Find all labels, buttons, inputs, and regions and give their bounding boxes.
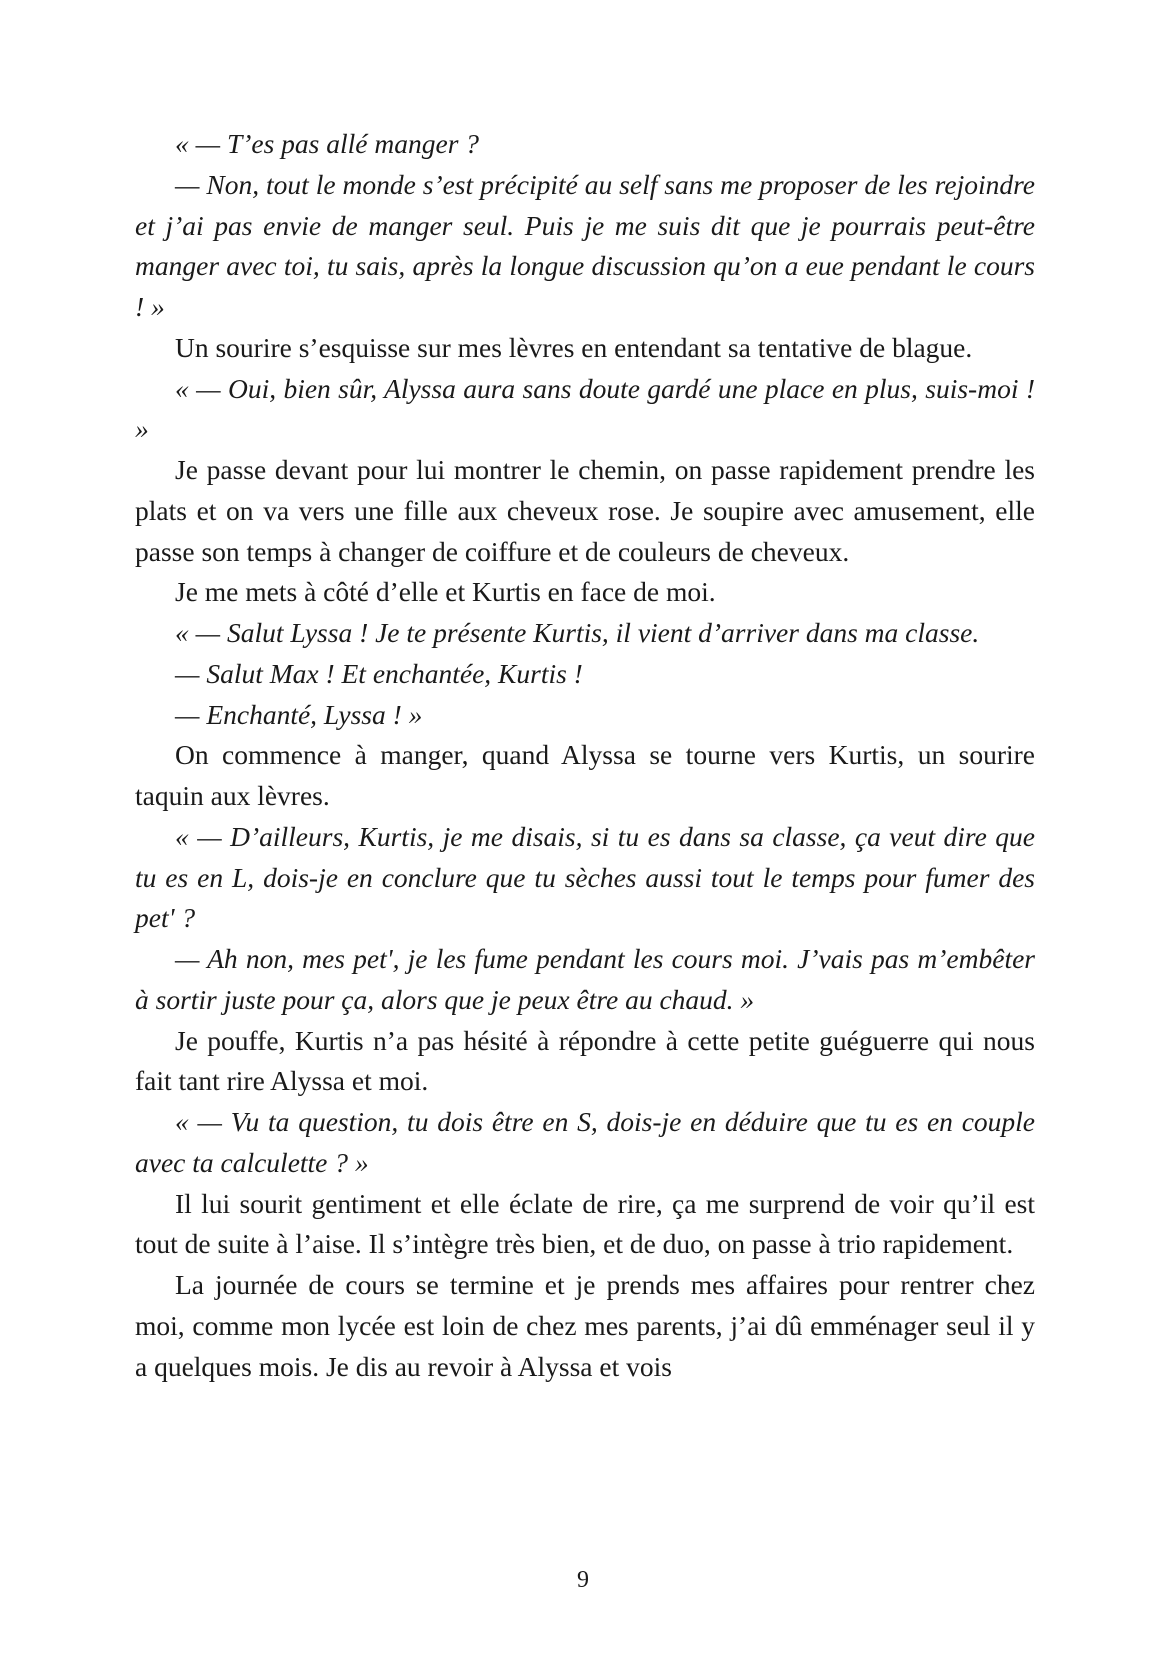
body-text bbox=[135, 124, 1035, 1387]
paragraph-dialogue: — Enchanté, Lyssa ! » bbox=[175, 698, 423, 730]
paragraph-narration: On commence à manger, quand Alyssa se tourne vers Kurtis, un sourire taquin aux lèvres. bbox=[135, 739, 1035, 811]
paragraph-narration: Je pouffe, Kurtis n’a pas hésité à répondre à cette petite guéguerre qui nous fait tant rire Alyssa et moi. bbox=[135, 1024, 1035, 1097]
paragraph-dialogue: — Non, tout le monde s’est précipité au self sans me proposer de les rejoindre et j’ai pas envie de manger seul. Puis je me suis dit que je pourrais peut-être manger avec toi, tu sais, après la longue discussion qu’on a eue pendant le cours ! » bbox=[135, 168, 1035, 322]
paragraph-narration: La journée de cours se termine et je prends mes affaires pour rentrer chez moi, comme mon lycée est loin de chez mes parents, j’ai dû emménager seul il y a quelques mois. Je dis au revoir à Alyssa et vois bbox=[135, 1269, 1035, 1382]
paragraph-dialogue: « — Oui, bien sûr, Alyssa aura sans doute gardé une place en plus, suis-moi ! » bbox=[135, 372, 1035, 445]
paragraph-dialogue: « — D’ailleurs, Kurtis, je me disais, si tu es dans sa classe, ça veut dire que tu es en L, dois-je en conclure que tu sèches aussi tout le temps pour fumer des pet' ? bbox=[135, 820, 1035, 934]
paragraph-narration: Un sourire s’esquisse sur mes lèvres en entendant sa tentative de blague. bbox=[175, 331, 973, 363]
page-number: 9 bbox=[577, 1567, 589, 1593]
paragraph-narration: Je me mets à côté d’elle et Kurtis en face de moi. bbox=[175, 576, 716, 608]
paragraph-narration: Il lui sourit gentiment et elle éclate de rire, ça me surprend de voir qu’il est tout de suite à l’aise. Il s’intègre très bien, et de duo, on passe à trio rapidement. bbox=[135, 1187, 1035, 1260]
paragraph-dialogue: « — T’es pas allé manger ? bbox=[175, 128, 480, 159]
paragraph-narration: Je passe devant pour lui montrer le chemin, on passe rapidement prendre les plats et on va vers une fille aux cheveux rose. Je soupire avec amusement, elle passe son temps à changer de coiffure et de couleurs de cheveux. bbox=[135, 454, 1035, 567]
paragraph-dialogue: « — Salut Lyssa ! Je te présente Kurtis, il vient d’arriver dans ma classe. bbox=[175, 617, 980, 648]
paragraph-dialogue: « — Vu ta question, tu dois être en S, dois-je en déduire que tu es en couple avec ta calculette ? » bbox=[135, 1106, 1035, 1178]
paragraph-dialogue: — Ah non, mes pet', je les fume pendant les cours moi. J’vais pas m’embêter à sortir juste pour ça, alors que je peux être au chaud. » bbox=[135, 943, 1035, 1015]
paragraph-dialogue: — Salut Max ! Et enchantée, Kurtis ! bbox=[175, 657, 583, 689]
